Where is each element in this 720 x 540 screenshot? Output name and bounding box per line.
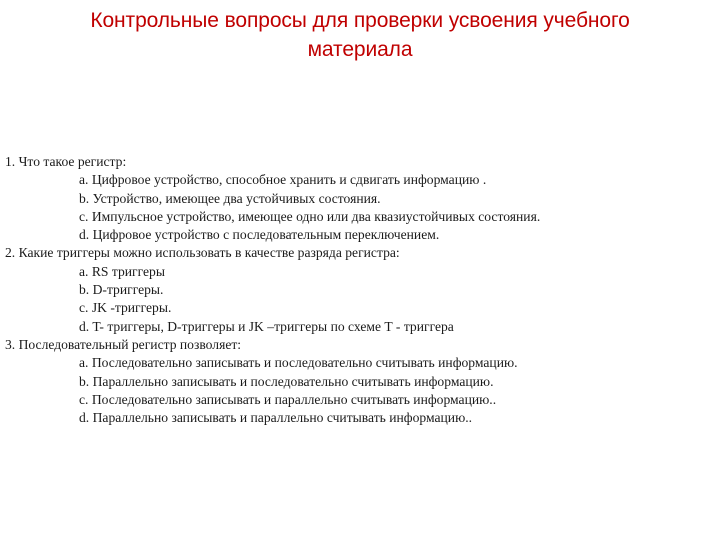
slide-title: Контрольные вопросы для проверки усвоения учебного материала bbox=[90, 9, 630, 61]
answer-option-d: d. Цифровое устройство с последовательным переключением. bbox=[79, 227, 440, 243]
question-text: 2. Какие триггеры можно использовать в качестве разряда регистра: bbox=[5, 245, 400, 261]
question-2 bbox=[5, 244, 705, 335]
question-1 bbox=[5, 153, 705, 244]
answer-option-a: a. Цифровое устройство, способное хранить и сдвигать информацию . bbox=[79, 172, 487, 188]
answer-option-c: c. Импульсное устройство, имеющее одно или два квазиустойчивых состояния. bbox=[79, 208, 541, 224]
answer-option-b: b. Устройство, имеющее два устойчивых состояния. bbox=[79, 190, 381, 206]
answer-option-c: c. Последовательно записывать и параллельно считывать информацию.. bbox=[79, 391, 497, 407]
question-text: 1. Что такое регистр: bbox=[5, 154, 127, 169]
questions-list bbox=[5, 153, 705, 427]
question-3 bbox=[5, 336, 705, 427]
question-text: 3. Последовательный регистр позволяет: bbox=[5, 336, 242, 352]
answer-option-b: b. Параллельно записывать и последовательно считывать информацию. bbox=[79, 373, 494, 389]
answer-option-c: c. JK -триггеры. bbox=[79, 300, 172, 316]
answer-option-d: d. T- триггеры, D-триггеры и JK –триггеры по схеме T - триггера bbox=[79, 318, 454, 334]
answer-option-d: d. Параллельно записывать и параллельно считывать информацию.. bbox=[79, 410, 473, 426]
answer-option-a: a. RS триггеры bbox=[79, 263, 165, 279]
answer-option-b: b. D-триггеры. bbox=[79, 282, 164, 298]
answer-option-a: a. Последовательно записывать и последовательно считывать информацию. bbox=[79, 355, 518, 371]
